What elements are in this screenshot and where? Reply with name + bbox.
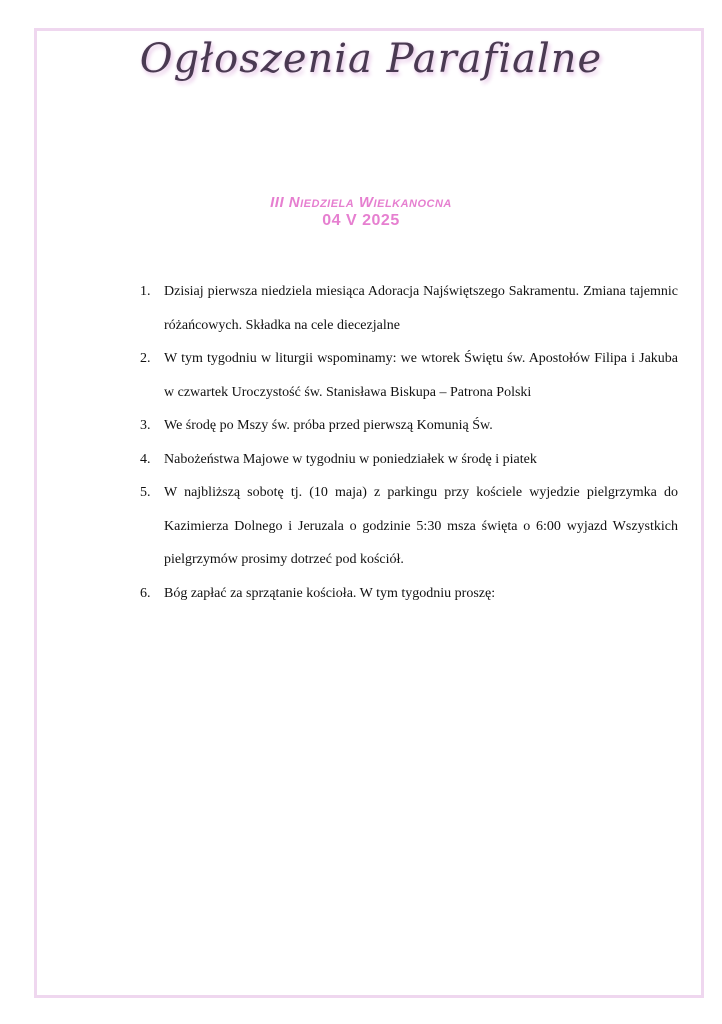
list-item — [140, 577, 678, 611]
list-item — [140, 409, 678, 443]
item-number: 6. — [140, 585, 151, 601]
item-number: 5. — [140, 485, 151, 500]
list-item — [140, 476, 678, 577]
item-number: 4. — [140, 451, 151, 467]
item-text: Bóg zapłać za sprzątanie kościoła. W tym tygodniu proszę: — [164, 585, 496, 601]
page-title: Ogłoszenia Parafialne — [139, 36, 603, 82]
announcement-list — [140, 275, 678, 610]
date-label: 04 V 2025 — [322, 212, 400, 229]
item-number: 1. — [140, 284, 151, 299]
item-text: Nabożeństwa Majowe w tygodniu w poniedziałek w środę i piatek — [164, 451, 537, 467]
item-text: W tym tygodniu w liturgii wspominamy: we wtorek Świętu św. Apostołów Filipa i Jakuba w czwartek Uroczystość św. Stanisława Biskupa – Patrona Polski — [164, 351, 678, 400]
list-item — [140, 342, 678, 409]
item-number: 3. — [140, 418, 151, 433]
list-item — [140, 275, 678, 342]
item-text: Dzisiaj pierwsza niedziela miesiąca Adoracja Najświętszego Sakramentu. Zmiana tajemnic różańcowych. Składka na cele diecezjalne — [164, 284, 678, 333]
item-number: 2. — [140, 351, 151, 366]
item-text: W najbliższą sobotę tj. (10 maja) z parkingu przy kościele wyjedzie pielgrzymka do Kazimierza Dolnego i Jeruzala o godzinie 5:30 msza święta o 6:00 wyjazd Wszystkich pielgrzymów prosimy dotrzeć pod kościół. — [164, 485, 678, 567]
item-text: We środę po Mszy św. próba przed pierwszą Komunią Św. — [164, 418, 493, 433]
list-item — [140, 443, 678, 477]
sunday-name: III Niedziela Wielkanocna — [270, 194, 452, 211]
